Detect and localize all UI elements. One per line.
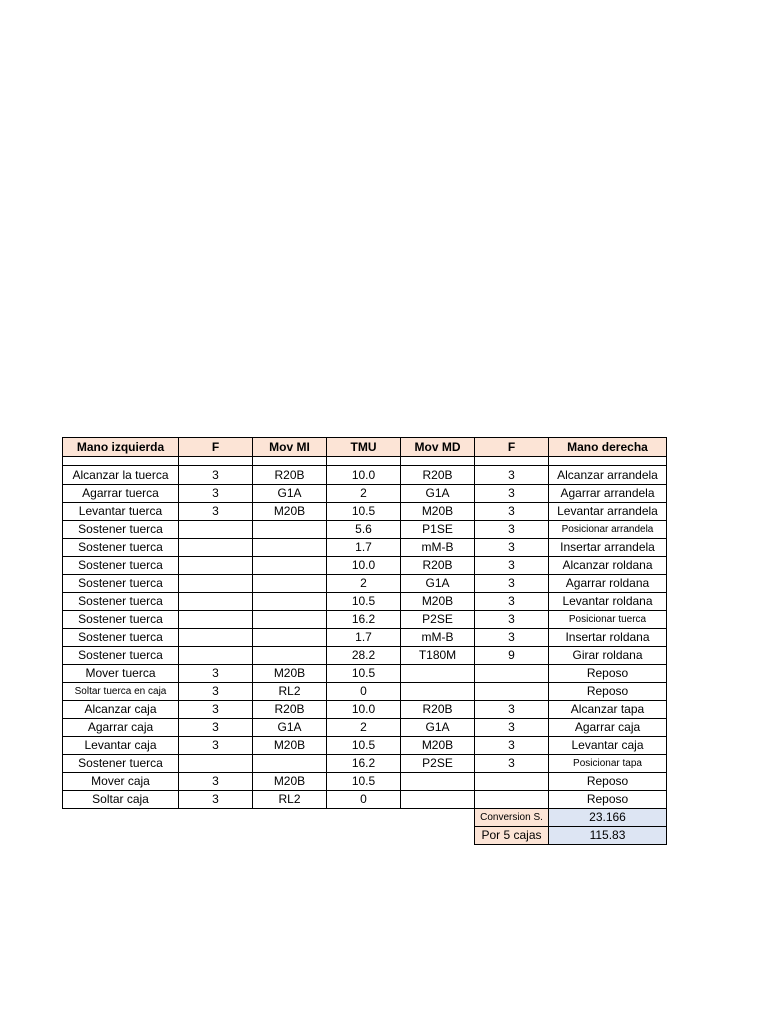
f-right-cell: 3 — [475, 466, 549, 485]
summary-label: Conversion S. — [475, 809, 549, 827]
table-row — [63, 791, 667, 809]
tmu-cell: 5.6 — [327, 521, 401, 539]
mov-md-cell: T180M — [401, 647, 475, 665]
f-left-cell — [179, 629, 253, 647]
f-right-cell: 3 — [475, 755, 549, 773]
tmu-cell: 10.5 — [327, 593, 401, 611]
f-right-cell: 3 — [475, 611, 549, 629]
mov-mi-cell — [253, 521, 327, 539]
table-row — [63, 539, 667, 557]
mov-mi-cell — [253, 557, 327, 575]
mano-izquierda-cell: Sostener tuerca — [63, 575, 179, 593]
f-left-cell — [179, 611, 253, 629]
mano-derecha-cell: Reposo — [549, 791, 667, 809]
mov-md-cell: mM-B — [401, 629, 475, 647]
f-left-cell: 3 — [179, 719, 253, 737]
mano-derecha-cell: Levantar roldana — [549, 593, 667, 611]
mano-derecha-cell: Agarrar roldana — [549, 575, 667, 593]
f-right-cell: 3 — [475, 485, 549, 503]
tmu-cell: 16.2 — [327, 755, 401, 773]
tmu-cell: 0 — [327, 791, 401, 809]
f-right-cell — [475, 791, 549, 809]
tmu-cell: 28.2 — [327, 647, 401, 665]
tmu-cell: 2 — [327, 575, 401, 593]
f-right-cell: 3 — [475, 557, 549, 575]
tmu-cell: 1.7 — [327, 539, 401, 557]
tmu-cell: 10.5 — [327, 737, 401, 755]
mano-derecha-cell: Insertar arrandela — [549, 539, 667, 557]
f-right-cell: 3 — [475, 503, 549, 521]
summary-value: 23.166 — [549, 809, 667, 827]
mov-md-cell: M20B — [401, 503, 475, 521]
mov-md-cell: R20B — [401, 701, 475, 719]
mano-izquierda-cell: Levantar tuerca — [63, 503, 179, 521]
mov-mi-cell: M20B — [253, 773, 327, 791]
mano-derecha-cell: Agarrar caja — [549, 719, 667, 737]
mov-md-cell: G1A — [401, 485, 475, 503]
mov-mi-cell — [253, 539, 327, 557]
tmu-cell: 16.2 — [327, 611, 401, 629]
mano-derecha-cell: Reposo — [549, 683, 667, 701]
mov-mi-cell: G1A — [253, 719, 327, 737]
mano-izquierda-cell: Sostener tuerca — [63, 557, 179, 575]
table-row — [63, 575, 667, 593]
table-row — [63, 773, 667, 791]
mano-derecha-cell: Alcanzar arrandela — [549, 466, 667, 485]
mov-md-cell: R20B — [401, 466, 475, 485]
table-row — [63, 719, 667, 737]
mov-md-cell: G1A — [401, 719, 475, 737]
f-left-cell: 3 — [179, 701, 253, 719]
f-left-cell: 3 — [179, 503, 253, 521]
mov-mi-cell: M20B — [253, 503, 327, 521]
mano-derecha-cell: Alcanzar tapa — [549, 701, 667, 719]
mov-mi-cell — [253, 755, 327, 773]
mov-md-cell: G1A — [401, 575, 475, 593]
mov-mi-cell — [253, 611, 327, 629]
mov-mi-cell — [253, 593, 327, 611]
mov-md-cell — [401, 683, 475, 701]
mano-derecha-cell: Posicionar tapa — [549, 755, 667, 773]
mtm-table — [62, 437, 667, 845]
mano-izquierda-cell: Soltar tuerca en caja — [63, 683, 179, 701]
mtm-analysis-sheet — [62, 437, 667, 845]
tmu-cell: 10.5 — [327, 773, 401, 791]
f-right-cell: 3 — [475, 629, 549, 647]
summary-label: Por 5 cajas — [475, 827, 549, 845]
mov-mi-cell: M20B — [253, 737, 327, 755]
mov-mi-cell: R20B — [253, 701, 327, 719]
mov-mi-cell — [253, 575, 327, 593]
mano-derecha-cell: Girar roldana — [549, 647, 667, 665]
table-row — [63, 521, 667, 539]
tmu-cell: 2 — [327, 485, 401, 503]
table-row — [63, 466, 667, 485]
table-row — [63, 503, 667, 521]
mov-mi-cell — [253, 629, 327, 647]
tmu-cell: 2 — [327, 719, 401, 737]
f-right-cell — [475, 683, 549, 701]
mov-md-cell: P1SE — [401, 521, 475, 539]
f-right-cell: 9 — [475, 647, 549, 665]
tmu-cell: 10.0 — [327, 466, 401, 485]
f-left-cell — [179, 539, 253, 557]
tmu-cell: 1.7 — [327, 629, 401, 647]
mano-izquierda-cell: Sostener tuerca — [63, 629, 179, 647]
f-left-cell — [179, 575, 253, 593]
mano-derecha-cell: Posicionar tuerca — [549, 611, 667, 629]
table-row — [63, 701, 667, 719]
mano-derecha-cell: Insertar roldana — [549, 629, 667, 647]
tmu-cell: 10.0 — [327, 557, 401, 575]
f-left-cell — [179, 593, 253, 611]
mov-mi-cell: R20B — [253, 466, 327, 485]
f-left-cell — [179, 521, 253, 539]
table-row — [63, 485, 667, 503]
f-left-cell — [179, 557, 253, 575]
table-row — [63, 629, 667, 647]
mano-derecha-cell: Reposo — [549, 665, 667, 683]
mov-md-cell: P2SE — [401, 755, 475, 773]
table-row — [63, 665, 667, 683]
mov-md-cell: M20B — [401, 737, 475, 755]
summary-value: 115.83 — [549, 827, 667, 845]
mov-md-cell — [401, 773, 475, 791]
mov-md-cell: mM-B — [401, 539, 475, 557]
mano-izquierda-cell: Soltar caja — [63, 791, 179, 809]
f-right-cell: 3 — [475, 521, 549, 539]
header-mano-derecha: Mano derecha — [549, 438, 667, 457]
mano-izquierda-cell: Agarrar caja — [63, 719, 179, 737]
f-left-cell — [179, 755, 253, 773]
tmu-cell: 0 — [327, 683, 401, 701]
summary-row-conversion — [63, 809, 667, 827]
mano-derecha-cell: Reposo — [549, 773, 667, 791]
table-row — [63, 683, 667, 701]
mov-mi-cell — [253, 647, 327, 665]
tmu-cell: 10.5 — [327, 503, 401, 521]
header-f-right: F — [475, 438, 549, 457]
table-row — [63, 737, 667, 755]
mano-izquierda-cell: Alcanzar caja — [63, 701, 179, 719]
table-row — [63, 647, 667, 665]
f-right-cell: 3 — [475, 575, 549, 593]
header-row — [63, 438, 667, 457]
header-mano-izquierda: Mano izquierda — [63, 438, 179, 457]
mov-md-cell: R20B — [401, 557, 475, 575]
mano-derecha-cell: Levantar arrandela — [549, 503, 667, 521]
mano-izquierda-cell: Alcanzar la tuerca — [63, 466, 179, 485]
mov-mi-cell: RL2 — [253, 791, 327, 809]
mano-derecha-cell: Posicionar arrandela — [549, 521, 667, 539]
mano-izquierda-cell: Mover tuerca — [63, 665, 179, 683]
mano-izquierda-cell: Mover caja — [63, 773, 179, 791]
f-left-cell — [179, 647, 253, 665]
table-row — [63, 755, 667, 773]
f-left-cell: 3 — [179, 737, 253, 755]
mano-izquierda-cell: Sostener tuerca — [63, 521, 179, 539]
mano-izquierda-cell: Sostener tuerca — [63, 647, 179, 665]
mov-md-cell — [401, 665, 475, 683]
f-right-cell: 3 — [475, 737, 549, 755]
table-row — [63, 611, 667, 629]
f-right-cell — [475, 665, 549, 683]
mov-mi-cell: RL2 — [253, 683, 327, 701]
mano-izquierda-cell: Levantar caja — [63, 737, 179, 755]
header-mov-mi: Mov MI — [253, 438, 327, 457]
table-row — [63, 593, 667, 611]
f-left-cell: 3 — [179, 683, 253, 701]
f-right-cell — [475, 773, 549, 791]
summary-row-por-5-cajas — [63, 827, 667, 845]
mano-izquierda-cell: Sostener tuerca — [63, 611, 179, 629]
tmu-cell: 10.0 — [327, 701, 401, 719]
f-right-cell: 3 — [475, 539, 549, 557]
f-left-cell: 3 — [179, 466, 253, 485]
f-right-cell: 3 — [475, 701, 549, 719]
f-left-cell: 3 — [179, 773, 253, 791]
header-f-left: F — [179, 438, 253, 457]
f-left-cell: 3 — [179, 665, 253, 683]
f-left-cell: 3 — [179, 485, 253, 503]
header-mov-md: Mov MD — [401, 438, 475, 457]
tmu-cell: 10.5 — [327, 665, 401, 683]
mov-mi-cell: M20B — [253, 665, 327, 683]
mano-derecha-cell: Agarrar arrandela — [549, 485, 667, 503]
header-tmu: TMU — [327, 438, 401, 457]
mano-izquierda-cell: Agarrar tuerca — [63, 485, 179, 503]
mano-izquierda-cell: Sostener tuerca — [63, 539, 179, 557]
mov-md-cell — [401, 791, 475, 809]
mano-izquierda-cell: Sostener tuerca — [63, 755, 179, 773]
f-right-cell: 3 — [475, 719, 549, 737]
mov-md-cell: P2SE — [401, 611, 475, 629]
mano-derecha-cell: Levantar caja — [549, 737, 667, 755]
f-left-cell: 3 — [179, 791, 253, 809]
f-right-cell: 3 — [475, 593, 549, 611]
mov-mi-cell: G1A — [253, 485, 327, 503]
spacer-row — [63, 457, 667, 466]
mano-derecha-cell: Alcanzar roldana — [549, 557, 667, 575]
mano-izquierda-cell: Sostener tuerca — [63, 593, 179, 611]
table-row — [63, 557, 667, 575]
mov-md-cell: M20B — [401, 593, 475, 611]
